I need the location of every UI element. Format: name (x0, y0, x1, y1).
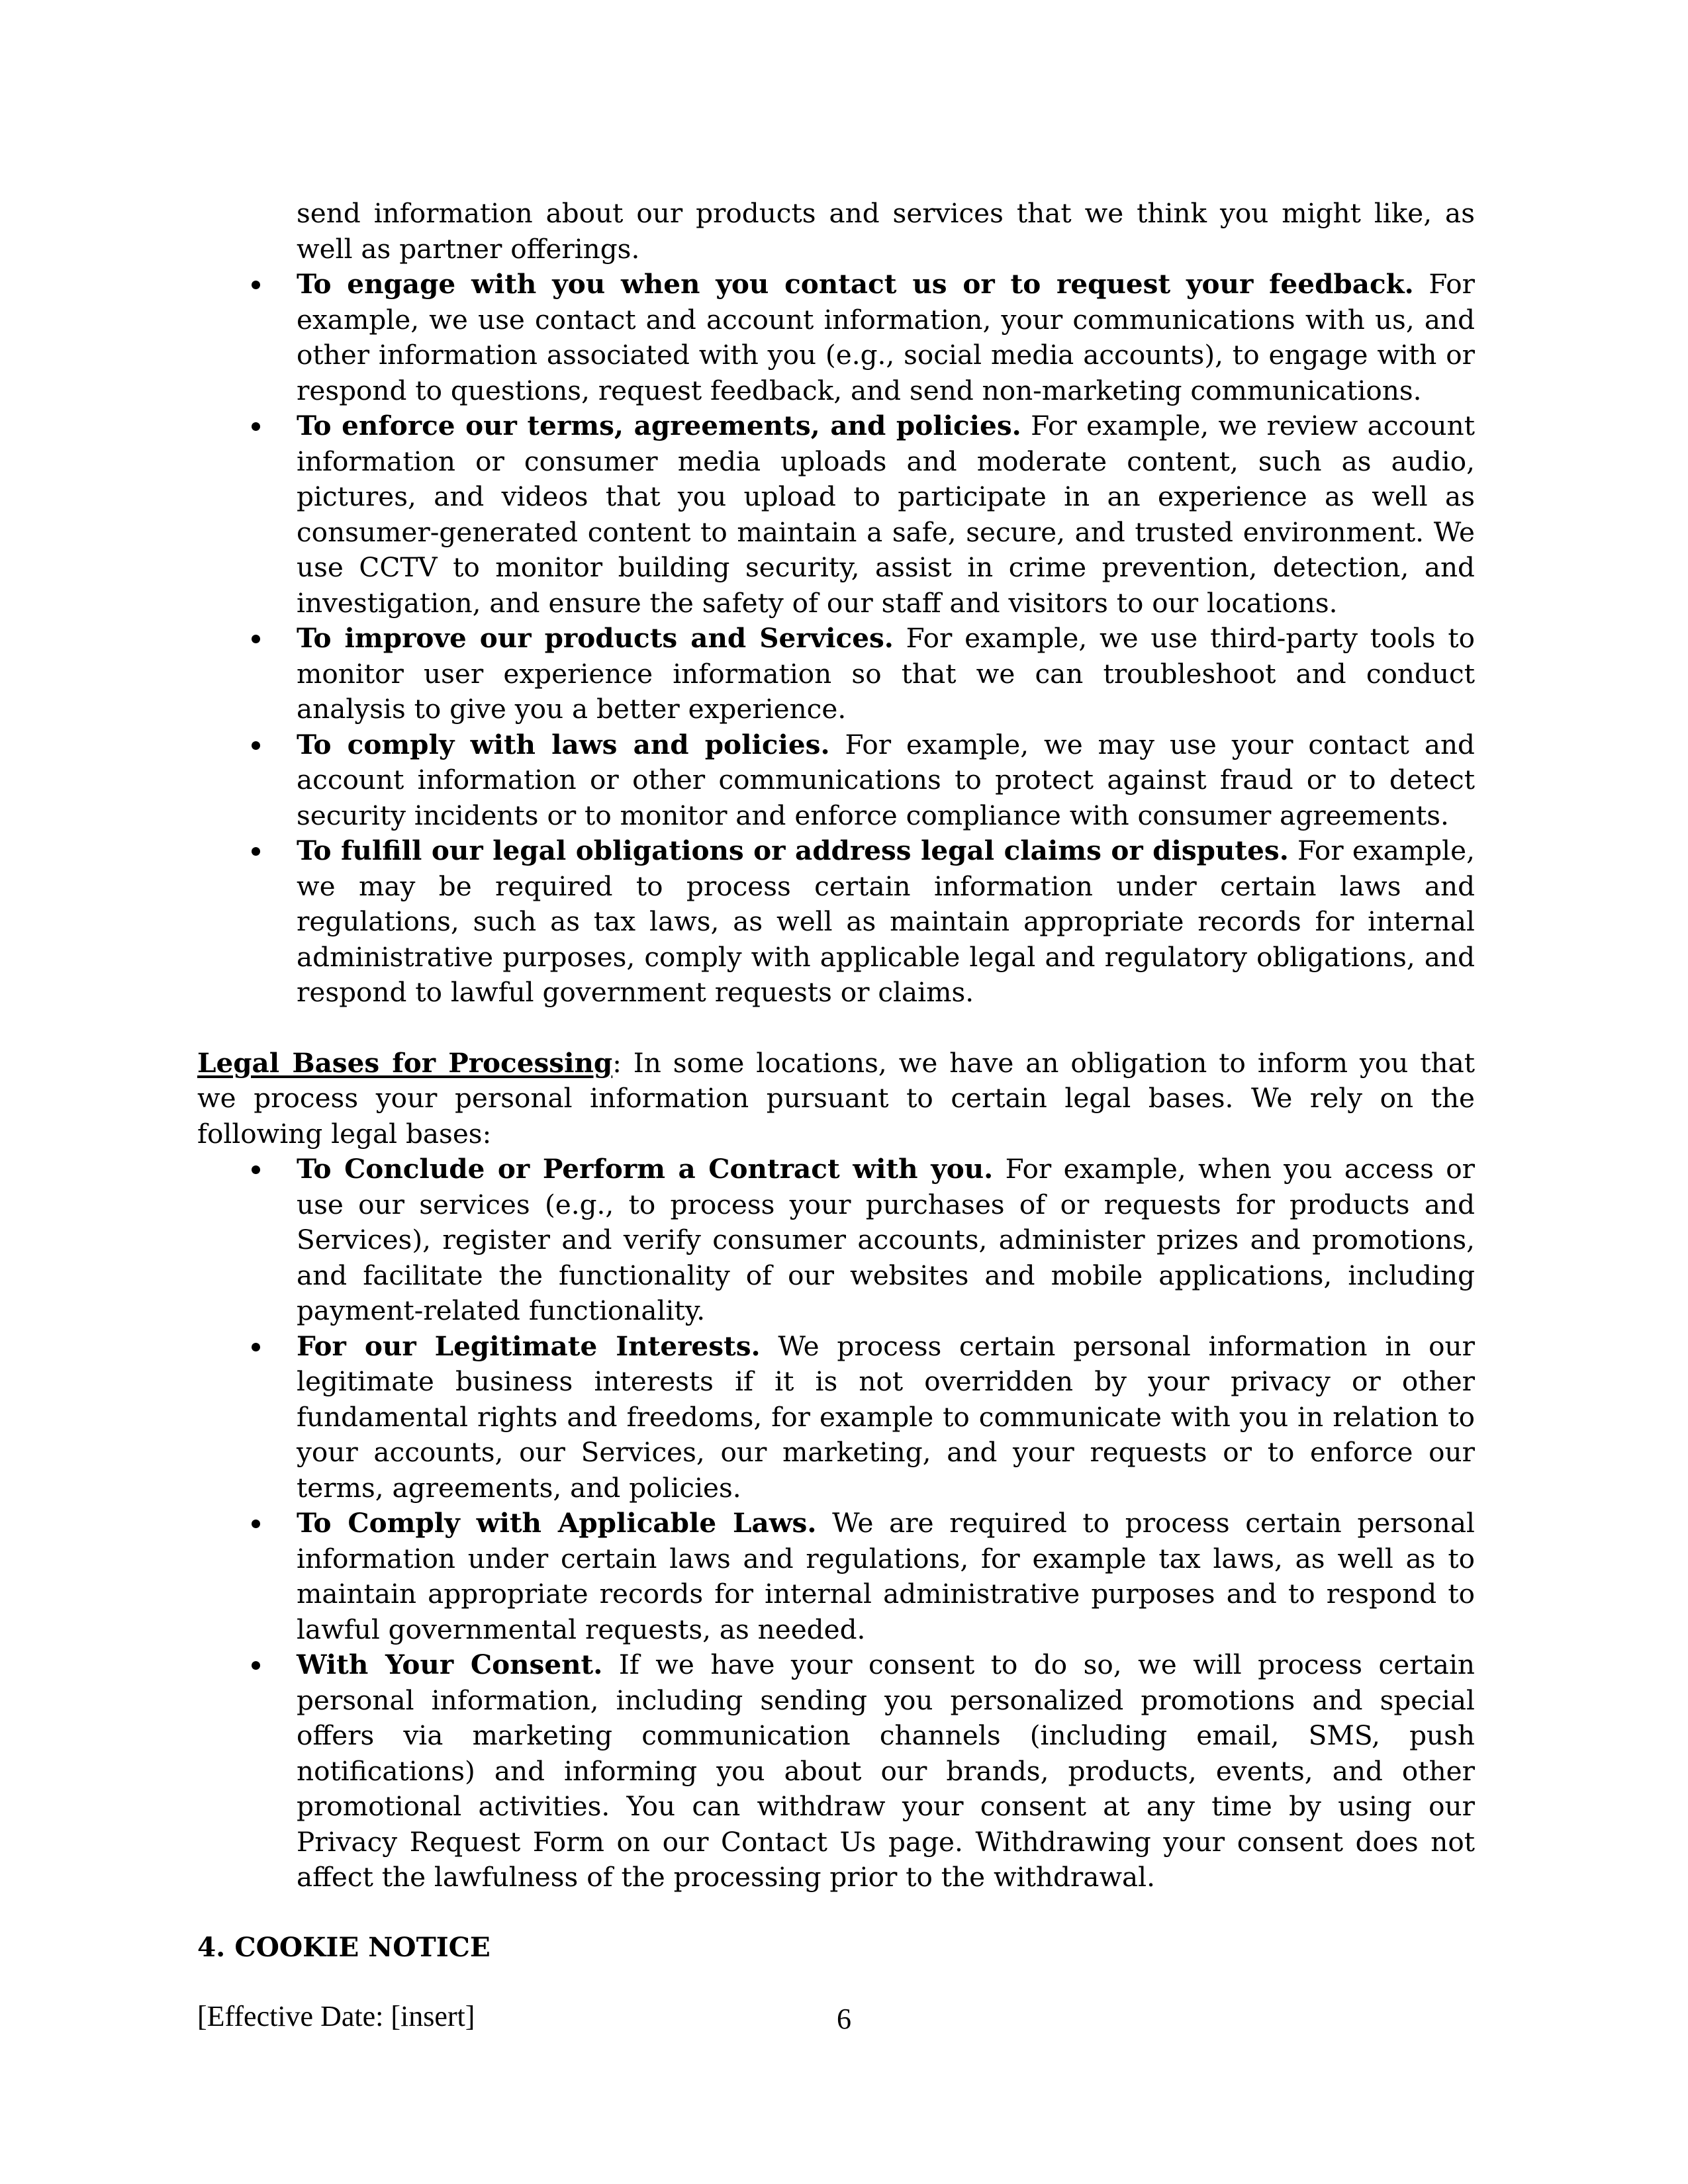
bullet-heading: To enforce our terms, agreements, and policies. (297, 410, 1021, 441)
bullet-heading: To fulfill our legal obligations or address legal claims or disputes. (297, 835, 1289, 866)
bullet-text: For example, when you access or use our services (e.g., to process your purchases of or requests for products and Services), register and verify consumer accounts, administer prizes and promotions, and facilitate the functionality of our websites and mobile applications, including payment-related functionality. (297, 1153, 1475, 1326)
bullet-heading: To comply with laws and policies. (297, 728, 830, 760)
bullet-icon (252, 1165, 260, 1174)
bullet-icon (252, 741, 260, 750)
bullet-heading: For our Legitimate Interests. (297, 1330, 761, 1362)
list-item (197, 267, 1475, 408)
list-item (197, 833, 1475, 1011)
bullet-heading: To Comply with Applicable Laws. (297, 1507, 817, 1539)
bullet-heading: To engage with you when you contact us or to request your feedback. (297, 268, 1414, 300)
bullet-text: For example, we may be required to process certain information under certain laws and regulations, such as tax laws, as well as maintain appropriate records for internal administrative purposes, comply with applicable legal and regulatory obligations, and respond to lawful government requests or claims. (297, 835, 1475, 1008)
list-item (197, 1329, 1475, 1506)
bullet-text: For example, we use contact and account information, your communications with us, and other information associated with you (e.g., social media accounts), to engage with or respond to questions, request feedback, and send non-marketing communications. (297, 268, 1475, 406)
bullet-heading: To improve our products and Services. (297, 622, 894, 654)
bullet-text: For example, we use third-party tools to monitor user experience information so that we can troubleshoot and conduct analysis to give you a better experience. (297, 622, 1475, 725)
page-number: 6 (837, 2003, 851, 2035)
bullet-icon (252, 422, 260, 431)
bullet-text: If we have your consent to do so, we will process certain personal information, including sending you personalized promotions and special offers via marketing communication channels (including email, SMS, push notifications) and informing you about our brands, products, events, and other promotional activities. You can withdraw your consent at any time by using our Privacy Request Form on our Contact Us page. Withdrawing your consent does not affect the lawfulness of the processing prior to the withdrawal. (297, 1649, 1475, 1893)
list-item (197, 727, 1475, 834)
list-item (197, 621, 1475, 727)
bullet-icon (252, 847, 260, 856)
list-item (197, 1506, 1475, 1647)
legal-bases-title: Legal Bases for Processing (197, 1046, 613, 1079)
bullet-icon (252, 1520, 260, 1528)
bullet-text: For example, we review account information or consumer media uploads and moderate content, such as audio, pictures, and videos that you upload to participate in an experience as well as consumer-generated content to maintain a safe, secure, and trusted environment. We use CCTV to monitor building security, assist in crime prevention, detection, and investigation, and ensure the safety of our staff and visitors to our locations. (297, 410, 1476, 619)
bullet-text: For example, we may use your contact and account information or other communications to protect against fraud or to detect security incidents or to monitor and enforce compliance with consumer agreements. (297, 728, 1475, 831)
bullet-heading: With Your Consent. (297, 1649, 603, 1680)
document-page (197, 196, 1475, 2034)
bullet-icon (252, 1343, 260, 1351)
bullet-icon (252, 635, 260, 643)
list-item (197, 408, 1475, 621)
legal-bases-intro: : In some locations, we have an obligation to inform you that we process your personal information pursuant to certain legal bases. We rely on the following legal bases: (197, 1046, 1475, 1150)
effective-date: [Effective Date: [insert] (197, 2000, 475, 2032)
bullet-heading: To Conclude or Perform a Contract with you. (297, 1153, 994, 1185)
intro-continuation: send information about our products and services that we think you might like, as well as partner offerings. (297, 197, 1475, 265)
section-heading: 4. COOKIE NOTICE (197, 1931, 491, 1963)
legal-bases-paragraph (197, 1046, 1475, 1152)
bullet-icon (252, 281, 260, 289)
list-item (197, 1152, 1475, 1329)
bullet-icon (252, 1661, 260, 1670)
list-item (197, 1647, 1475, 1895)
use-bullet-list (197, 267, 1475, 1011)
bullet-text: We are required to process certain personal information under certain laws and regulations, for example tax laws, as well as to maintain appropriate records for internal administrative purposes and to respond to lawful governmental requests, as needed. (297, 1507, 1475, 1645)
legal-bases-list (197, 1152, 1475, 1895)
bullet-text: We process certain personal information in our legitimate business interests if it is not overridden by your privacy or other fundamental rights and freedoms, for example to communicate with you in relation to your accounts, our Services, our marketing, and your requests or to enforce our terms, agreements, and policies. (297, 1330, 1475, 1504)
